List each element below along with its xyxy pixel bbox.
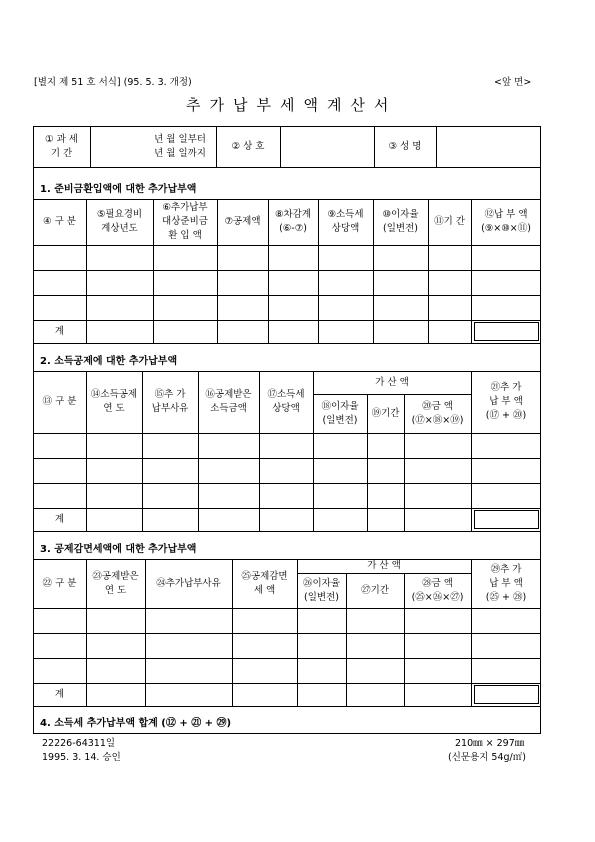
footer-code: 22226-64311일 bbox=[42, 738, 116, 749]
section-3-total-box[interactable] bbox=[474, 685, 539, 704]
s3-col-period: ㉗기간 bbox=[361, 584, 389, 596]
s2-col-income-tax: ⑰소득세 상당액 bbox=[267, 389, 305, 414]
s2-col-surcharge-group: 가 산 액 bbox=[375, 376, 409, 388]
section-1-title: 1. 준비금환입액에 대한 추가납부액 bbox=[40, 184, 197, 195]
s1-col-net: ⑧차감계 (⑥-⑦) bbox=[274, 209, 312, 234]
s1-col-period: ⑪기 간 bbox=[434, 216, 465, 227]
s2-col-interest-rate: ⑱이자율 (일변전) bbox=[321, 400, 359, 426]
person-name-field[interactable] bbox=[436, 126, 541, 167]
section-2-total-box[interactable] bbox=[474, 510, 539, 529]
s3-col-interest-rate: ㉖이자율 (일변전) bbox=[302, 577, 341, 603]
s3-col-amount: ㉘금 액 (㉕×㉖×㉗) bbox=[411, 577, 464, 603]
section-2-title: 2. 소득공제에 대한 추가납부액 bbox=[40, 356, 178, 367]
s2-col-amount: ⑳금 액 (⑰×⑱×⑲) bbox=[411, 400, 464, 426]
page-side-label: <앞 면> bbox=[494, 77, 532, 88]
s2-col-additional-payment: ㉑추 가 납 부 액 (⑰ + ⑳) bbox=[485, 382, 527, 421]
s1-col-category: ④ 구 분 bbox=[43, 216, 76, 227]
s3-col-surcharge-group: 가 산 액 bbox=[367, 560, 401, 571]
s1-col-payment: ⑫납 부 액 (⑨×⑩×⑪) bbox=[481, 209, 531, 234]
s1-col-income-tax: ⑨소득세 상당액 bbox=[327, 209, 364, 234]
s3-col-reduction-tax: ㉕공제감면 세 액 bbox=[241, 570, 288, 596]
form-number: [별지 제 51 호 서식] (95. 5. 3. 개정) bbox=[34, 77, 192, 88]
s2-col-reason: ⑮추 가 납부사유 bbox=[151, 389, 189, 414]
company-name-field[interactable] bbox=[280, 126, 374, 167]
s1-col-interest-rate: ⑩이자율 (일변전) bbox=[382, 209, 419, 234]
section-1-total-box[interactable] bbox=[474, 322, 539, 341]
s3-col-category: ㉒ 구 분 bbox=[42, 577, 77, 589]
s3-col-deduction-year: ㉓공제받은 연 도 bbox=[92, 570, 139, 596]
s2-col-deduction-year: ⑭소득공제 연 도 bbox=[90, 389, 138, 414]
s3-col-reason: ㉔추가납부사유 bbox=[156, 577, 221, 589]
tax-period-value[interactable]: 년 월 일부터 년 월 일까지 bbox=[154, 133, 206, 159]
footer-paper-type: (신문용지 54g/㎡) bbox=[448, 752, 526, 763]
s1-col-reserve-reversal: ⑥추가납부 대상준비금 환 입 액 bbox=[162, 202, 208, 241]
s1-col-expense-year: ⑤필요경비 계상년도 bbox=[96, 209, 143, 234]
company-name-label: ② 상 호 bbox=[231, 140, 265, 152]
s3-col-additional-payment: ㉙추 가 납 부 액 (㉕ + ㉘) bbox=[485, 563, 527, 603]
s3-total-label: 계 bbox=[54, 688, 65, 700]
document-title: 추가납부세액계산서 bbox=[186, 96, 398, 114]
s1-col-deduction: ⑦공제액 bbox=[224, 216, 261, 227]
tax-period-label: ① 과 세 기 간 bbox=[45, 133, 78, 159]
s2-col-deducted-income: ⑯공제받은 소득금액 bbox=[205, 389, 252, 414]
s2-col-category: ⑬ 구 분 bbox=[42, 396, 77, 407]
footer-approval: 1995. 3. 14. 승인 bbox=[42, 752, 121, 763]
s1-total-label: 계 bbox=[54, 325, 65, 337]
footer-paper-size: 210㎜ × 297㎜ bbox=[455, 738, 525, 749]
person-name-label: ③ 성 명 bbox=[388, 140, 422, 152]
section-3-title: 3. 공제감면세액에 대한 추가납부액 bbox=[40, 544, 197, 555]
s2-col-period: ⑲기간 bbox=[371, 407, 400, 419]
s2-total-label: 계 bbox=[54, 513, 65, 525]
section-4-title: 4. 소득세 추가납부액 합계 (⑫ + ㉑ + ㉙) bbox=[40, 718, 232, 729]
